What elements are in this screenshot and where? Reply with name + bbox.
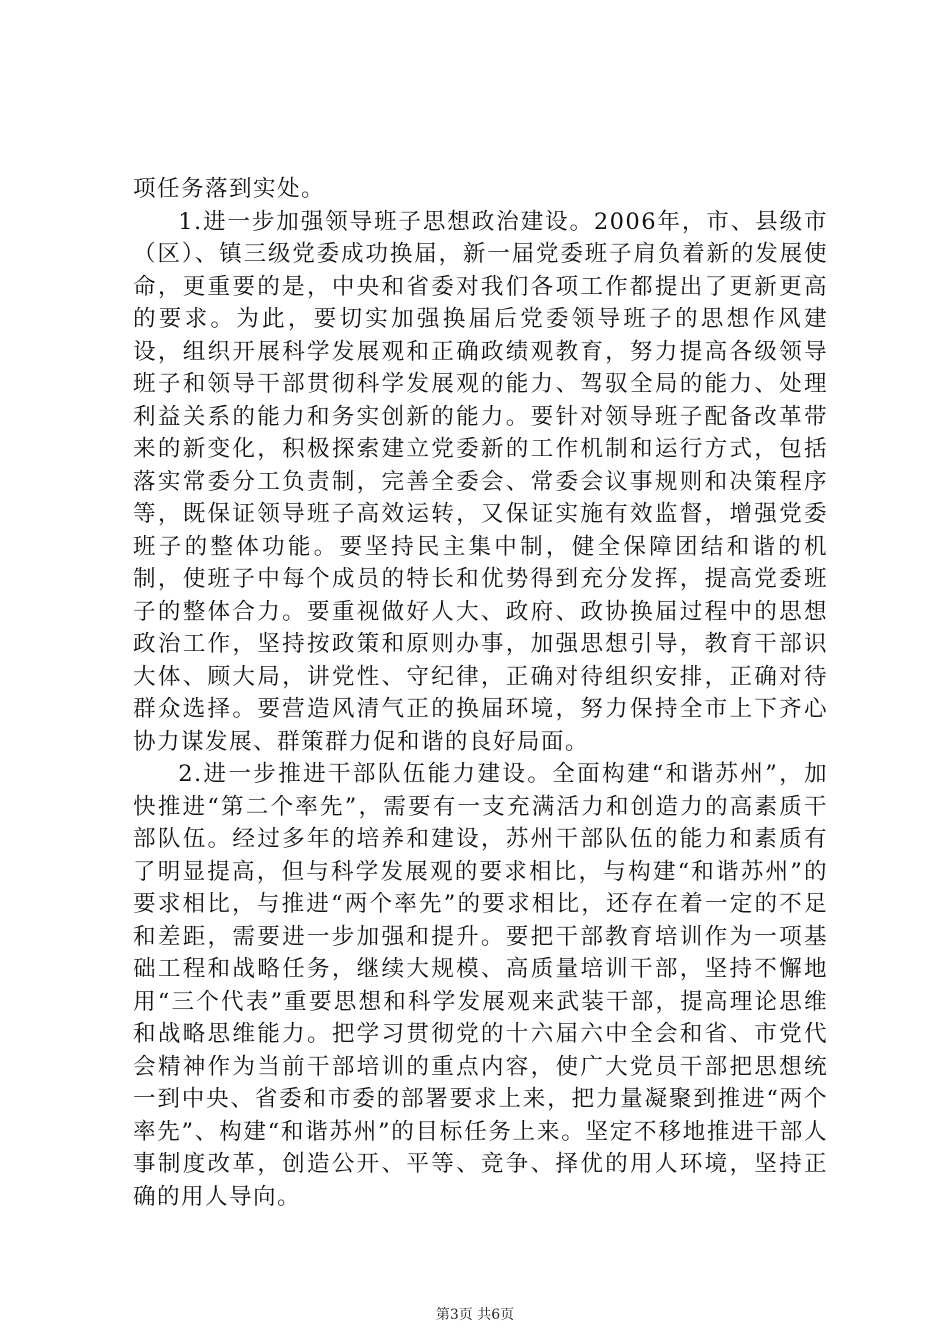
paragraph-cadre-capacity: 2.进一步推进干部队伍能力建设。全面构建“和谐苏州”，加快推进“第二个率先”，需要有一支充满活力和创造力的高素质干部队伍。经过多年的培养和建设，苏州干部队伍的能力和素质有了明显提高，但与科学发展观的要求相比，与构建“和谐苏州”的要求相比，与推进“两个率先”的要求相比，还存在着一定的不足和差距，需要进一步加强和提升。要把干部教育培训作为一项基础工程和战略任务，继续大规模、高质量培训干部，坚持不懈地用“三个代表”重要思想和科学发展观来武装干部，提高理论思维和战略思维能力。把学习贯彻党的十六届六中全会和省、市党代会精神作为当前干部培训的重点内容，使广大党员干部把思想统一到中央、省委和市委的部署要求上来，把力量凝聚到推进“两个率先”、构建“和谐苏州”的目标任务上来。坚定不移地推进干部人事制度改革，创造公开、平等、竞争、择优的用人环境，坚持正确的用人导向。 — [133, 761, 828, 1210]
page-number-footer: 第3页 共6页 — [435, 1307, 515, 1323]
paragraph-continuation: 项任务落到实处。 — [133, 176, 325, 202]
document-body — [133, 173, 828, 1213]
paragraph-leadership-building: 1.进一步加强领导班子思想政治建设。2006年，市、县级市（区）、镇三级党委成功换届，新一届党委班子肩负着新的发展使命，更重要的是，中央和省委对我们各项工作都提出了更新更高的要求。为此，要切实加强换届后党委领导班子的思想作风建设，组织开展科学发展观和正确政绩观教育，努力提高各级领导班子和领导干部贯彻科学发展观的能力、驾驭全局的能力、处理利益关系的能力和务实创新的能力。要针对领导班子配备改革带来的新变化，积极探索建立党委新的工作机制和运行方式，包括落实常委分工负责制，完善全委会、常委会议事规则和决策程序等，既保证领导班子高效运转，又保证实施有效监督，增强党委班子的整体功能。要坚持民主集中制，健全保障团结和谐的机制，使班子中每个成员的特长和优势得到充分发挥，提高党委班子的整体合力。要重视做好人大、政府、政协换届过程中的思想政治工作，坚持按政策和原则办事，加强思想引导，教育干部识大体、顾大局，讲党性、守纪律，正确对待组织安排，正确对待群众选择。要营造风清气正的换届环境，努力保持全市上下齐心协力谋发展、群策群力促和谐的良好局面。 — [133, 208, 828, 755]
